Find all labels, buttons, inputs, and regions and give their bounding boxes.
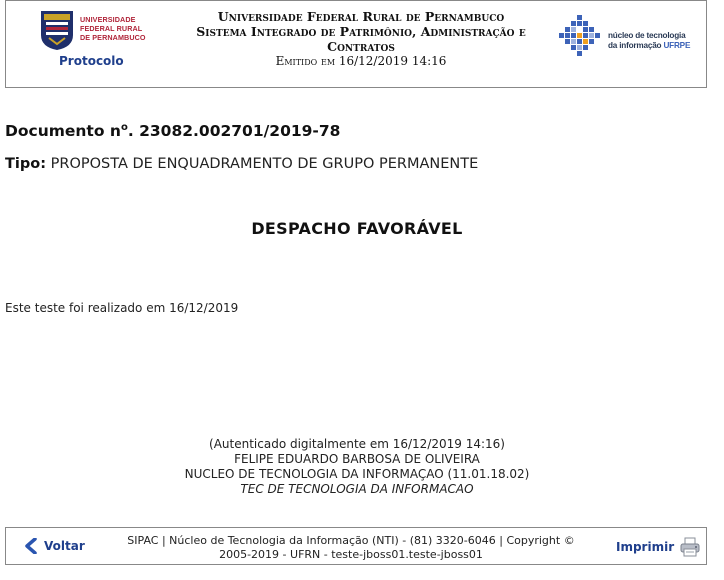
chevron-left-icon [24, 538, 38, 554]
print-button[interactable] [616, 536, 700, 558]
ufrpe-logo-text: UNIVERSIDADE FEDERAL RURAL DE PERNAMBUCO [80, 15, 146, 42]
nti-dots-icon [557, 14, 605, 62]
ufrpe-logo [40, 9, 148, 51]
ufrpe-shield-icon [40, 9, 74, 51]
back-button[interactable] [24, 537, 85, 555]
header-institution [166, 9, 556, 69]
institution-name: Universidade Federal Rural de Pernambuco [217, 9, 505, 24]
print-label: Imprimir [616, 540, 675, 554]
back-label: Voltar [44, 539, 85, 553]
document-body: Este teste foi realizado em 16/12/2019 [5, 301, 239, 315]
printer-icon [680, 537, 700, 557]
document-header [5, 0, 707, 88]
signer-unit: NUCLEO DE TECNOLOGIA DA INFORMAÇAO (11.01.18.02) [184, 467, 530, 481]
signer-name: FELIPE EDUARDO BARBOSA DE OLIVEIRA [234, 452, 480, 466]
footer-info [101, 534, 601, 562]
signer-role: TEC DE TECNOLOGIA DA INFORMACAO [240, 482, 474, 496]
footer-line-1: SIPAC | Núcleo de Tecnologia da Informação (NTI) - (81) 3320-6046 | Copyright © [127, 534, 575, 547]
document-type: Tipo: PROPOSTA DE ENQUADRAMENTO DE GRUPO PERMANENTE [5, 156, 479, 172]
nti-logo [557, 14, 707, 62]
footer-line-2: 2005-2019 - UFRN - teste-jboss01.teste-jboss01 [219, 548, 483, 561]
emission-date: Emitido em 16/12/2019 14:16 [275, 54, 447, 68]
nti-logo-text: núcleo de tecnologia da informação UFRPE [608, 31, 691, 50]
authentication-line: (Autenticado digitalmente em 16/12/2019 14:16) [209, 437, 505, 451]
system-name: Sistema Integrado de Patrimônio, Administração e Contratos [196, 24, 526, 54]
document-number: Documento $n^o$. 23082.002701/2019-78 [5, 122, 341, 140]
signature-block [0, 437, 714, 497]
module-label: Protocolo [59, 54, 124, 68]
document-title: DESPACHO FAVORÁVEL [251, 219, 463, 238]
page-footer [5, 527, 707, 565]
